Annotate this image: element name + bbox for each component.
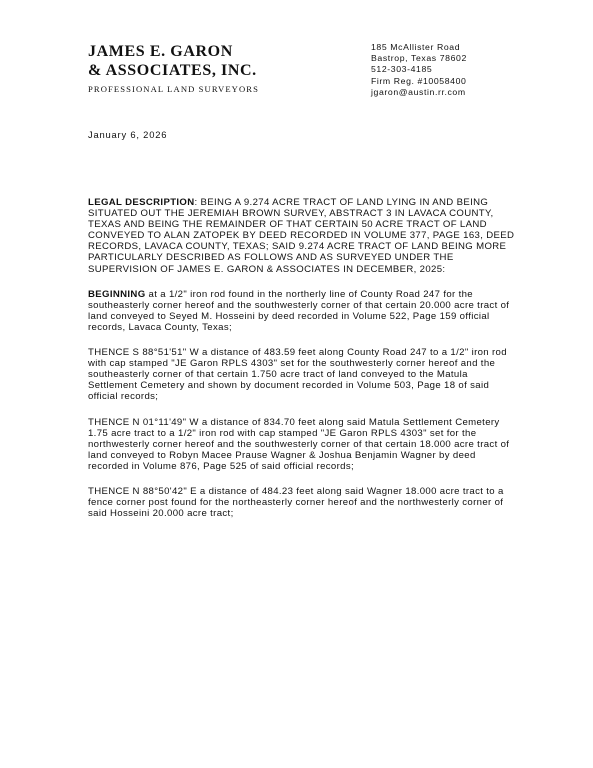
thence-call-3: THENCE N 88°50'42" E a distance of 484.23 feet along said Wagner 18.000 acre tract to a fence corner post found for the northeasterly corner hereof and the northwesterly corner of said Hosseini 20.000 acre tract; [88,485,504,520]
legal-description-text: BEING A 9.274 ACRE TRACT OF LAND LYING IN AND BEING SITUATED OUT THE JEREMIAH BROWN SURVEY, ABSTRACT 3 IN LAVACA COUNTY, TEXAS AND BEING THE REMAINDER OF THAT CERTAIN 50 ACRE TRACT OF LAND CONVEYED TO ALAN ZATOPEK BY DEED RECORDED IN VOLUME 377, PAGE 163, DEED RECORDS, LAVACA COUNTY, TEXAS; SAID 9.274 ACRE TRACT OF LAND BEING MORE PARTICULARLY DESCRIBED AS FOLLOWS AND AS SURVEYED UNDER THE SUPERVISION OF JAMES E. GARON & ASSOCIATES IN DECEMBER, 2025: [88,197,515,275]
legal-description-paragraph [88,197,516,275]
thence-call-2: THENCE N 01°11'49" W a distance of 834.70 feet along said Matula Settlement Cemetery 1.75 acre tract to a 1/2" iron rod with cap stamped "JE Garon RPLS 4303" set for the northwesterly corner hereof and the southwesterly corner of that certain 18.000 acre tract of land conveyed to Robyn Macee Prause Wagner & Joshua Benjamin Wagner by deed recorded in Volume 876, Page 525 of said official records; [88,416,510,472]
contact-address: 185 McAllister Road [371,42,461,52]
letterhead-contact [371,42,467,98]
document-body [88,197,516,533]
legal-description-heading: LEGAL DESCRIPTION [88,197,195,208]
thence-call-1: THENCE S 88°51'51" W a distance of 483.59 feet along County Road 247 to a 1/2" iron rod with cap stamped "JE Garon RPLS 4303" set for the southwesterly corner hereof and the southeasterly corner of that certain 1.750 acre tract of land conveyed to the Matula Settlement Cemetery and shown by document recorded in Volume 503, Page 18 of said official records; [88,347,507,403]
letterhead-firm [88,42,259,94]
contact-city: Bastrop, Texas 78602 [371,53,467,64]
contact-firm-reg: Firm Reg. #10058400 [371,75,467,86]
beginning-heading: BEGINNING [88,288,146,300]
firm-name-line2: & ASSOCIATES, INC. [88,62,257,79]
contact-phone: 512-303-4185 [371,64,433,75]
beginning-paragraph [88,289,516,333]
firm-tagline: PROFESSIONAL LAND SURVEYORS [88,84,259,94]
document-date: January 6, 2026 [88,129,168,140]
firm-name-line1: JAMES E. GARON [88,43,233,60]
beginning-text: at a 1/2" iron rod found in the northerly line of County Road 247 for the southeasterly corner hereof and the southwesterly corner of that certain 20.000 acre tract of land conveyed to Seyed M. Hosseini by deed recorded in Volume 522, Page 159 official records, Lavaca County, Texas; [88,288,510,333]
contact-email[interactable]: jgaron@austin.rr.com [371,86,466,97]
legal-description-colon: : [194,197,198,208]
